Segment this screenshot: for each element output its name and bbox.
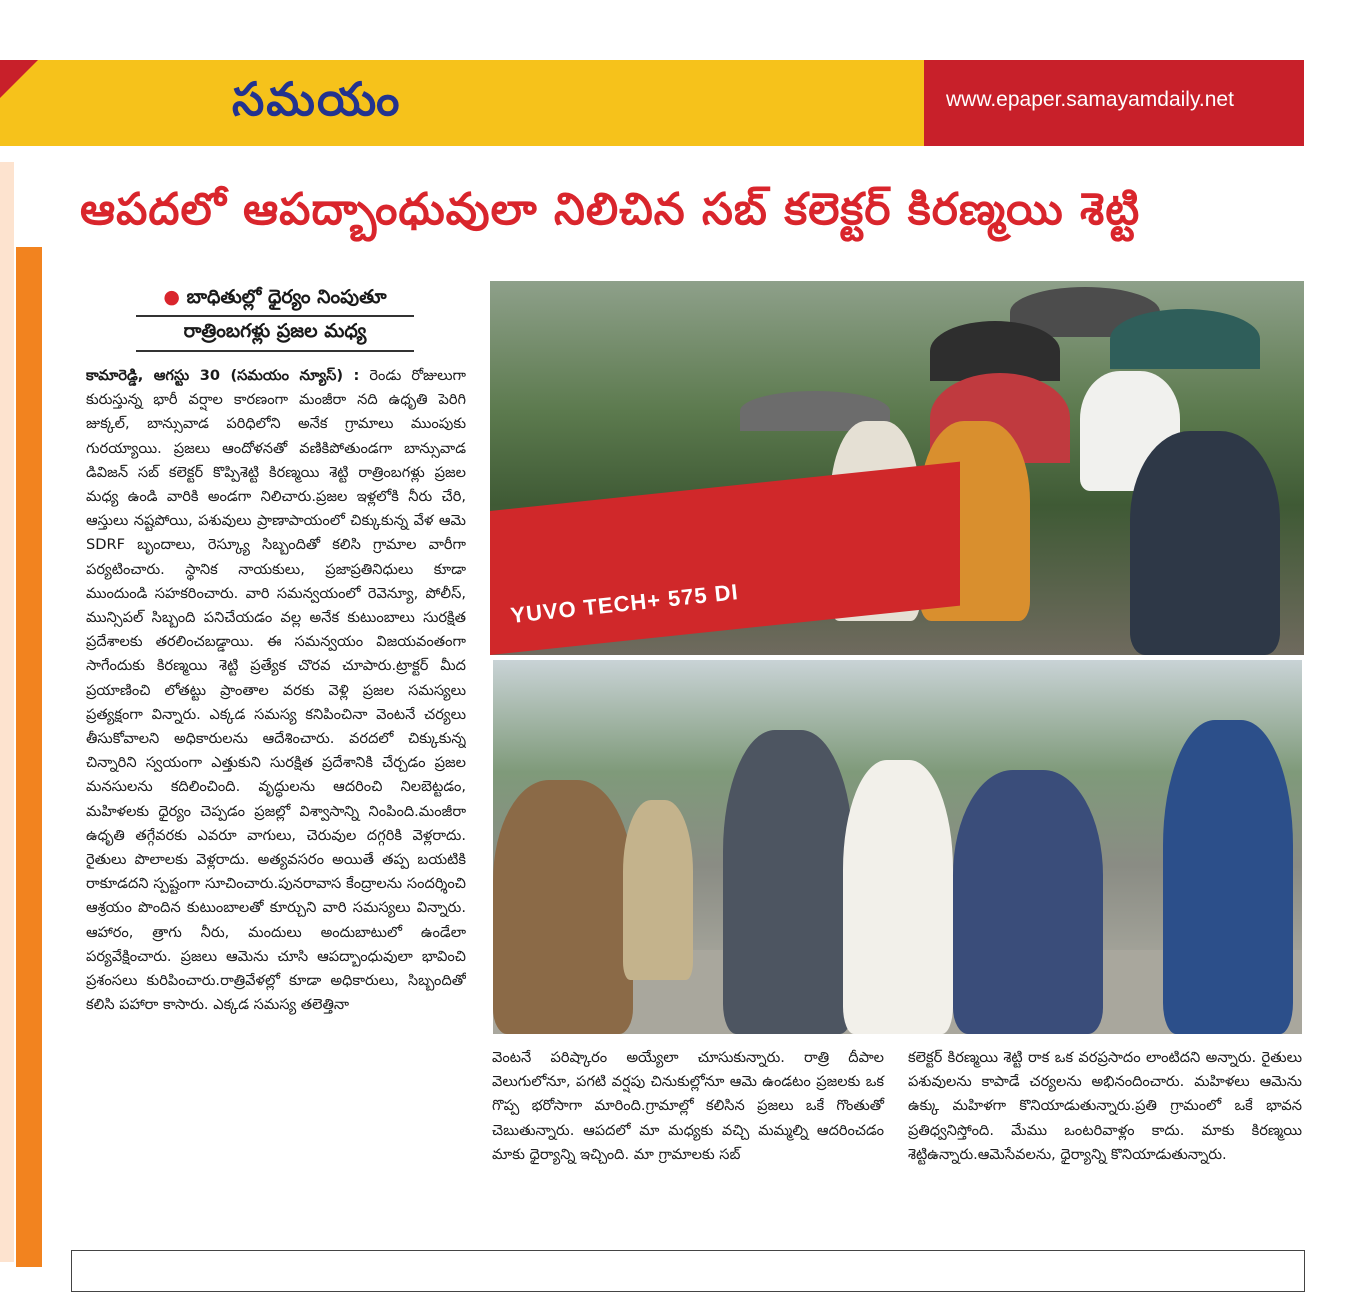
article-column-3: కలెక్టర్ కిరణ్మయి శెట్టి రాక ఒక వరప్రసాదం లాంటిదని అన్నారు. రైతులు పశువులను కాపాడే చర్యలను అభినందించారు. మహిళలు ఆమెను ఉక్కు మహిళగా కొనియాడుతున్నారు.ప్రతి గ్రామంలో ఒకే భావన ప్రతిధ్వనిస్తోంది. మేము ఒంటరివాళ్లం కాదు. మాకు కిరణ్మయి శెట్టిఉన్నారు.ఆమెసేవలను, ధైర్యాన్ని కొనియాడుతున్నారు. [908, 1049, 1302, 1163]
subheading-2: రాత్రింబగళ్లు ప్రజల మధ్య [183, 320, 367, 342]
bullet-icon: ● [163, 286, 181, 308]
umbrella-shape [1110, 309, 1260, 369]
subheading-divider [136, 315, 414, 317]
epaper-url[interactable]: www.epaper.samayamdaily.net [946, 88, 1234, 111]
article-column-1 [86, 364, 466, 1230]
article-dateline: కామారెడ్డి, ఆగస్టు 30 (సమయం న్యూస్) : [86, 367, 360, 384]
photo-tractor-visit [490, 281, 1304, 655]
newspaper-logo: సమయం [232, 72, 402, 126]
subheading-1-text: బాధితుల్లో ధైర్యం నింపుతూ [186, 286, 387, 308]
left-margin-strip-light [0, 162, 14, 1262]
article-column-1-text: రెండు రోజులుగా కురుస్తున్న భారీ వర్షాల కారణంగా మంజీరా నది ఉధృతి పెరిగి జుక్కల్, బాన్సువాడ పరిధిలోని అనేక గ్రామాలు ముంపుకు గురయ్యాయి. ప్రజలు ఆందోళనతో వణికిపోతుండగా బాన్సువాడ డివిజన్ సబ్ కలెక్టర్ కొప్పిశెట్టి కిరణ్మయి శెట్టి రాత్రింబగళ్లు ప్రజల మధ్య ఉండి వారికి అండగా నిలిచారు.ప్రజల ఇళ్లలోకి నీరు చేరి, ఆస్తులు నష్టపోయి, పశువులు ప్రాణాపాయంలో చిక్కుకున్న వేళ ఆమె SDRF బృందాలు, రెస్క్యూ సిబ్బందితో కలిసి గ్రామాల వారీగా పర్యటించారు. స్థానిక నాయకులు, ప్రజాప్రతినిధులు కూడా ముందుండి సహకరించారు. వారి సమన్వయంలో రెవెన్యూ, పోలీస్, మున్సిపల్ సిబ్బంది పనిచేయడం వల్ల అనేక కుటుంబాలు సురక్షిత ప్రదేశాలకు తరలించబడ్డాయి. ఈ సమన్వయం విజయవంతంగా సాగేందుకు కిరణ్మయి శెట్టి ప్రత్యేక చొరవ చూపారు.ట్రాక్టర్ మీద ప్రయాణించి లోతట్టు ప్రాంతాల వరకు వెళ్లి ప్రజల సమస్యలు ప్రత్యక్షంగా విన్నారు. ఎక్కడ సమస్య కనిపించినా వెంటనే చర్యలు తీసుకోవాలని అధికారులను ఆదేశించారు. వరదలో చిక్కుకున్న చిన్నారిని స్వయంగా ఎత్తుకుని సురక్షిత ప్రదేశానికి చేర్చడం ప్రజల మనసులను కదిలించింది. వృద్ధులను ఆదరించి నిలబెట్టడం, మహిళలకు ధైర్యం చెప్పడం ప్రజల్లో విశ్వాసాన్ని నింపింది.మంజీరా ఉధృతి తగ్గేవరకు ఎవరూ వాగులు, చెరువుల దగ్గరికి వెళ్లరాదు. రైతులు పొలాలకు వెళ్లరాదు. అత్యవసరం అయితే తప్ప బయటికి రాకూడదని స్పష్టంగా సూచించారు.పునరావాస కేంద్రాలను సందర్శించి ఆశ్రయం పొందిన కుటుంబాలతో కూర్చుని వారి సమస్యలు విన్నారు. ఆహారం, త్రాగు నీరు, మందులు అందుబాటులో ఉండేలా పర్యవేక్షించారు. ప్రజలు ఆమెను చూసి ఆపద్బాంధువులా భావించి ప్రశంసలు కురిపించారు.రాత్రివేళల్లో కూడా అధికారులు, సిబ్బందితో కలిసి పహారా కాసారు. ఎక్కడ సమస్య తలెత్తినా [86, 367, 466, 1014]
umbrella-shape [930, 321, 1060, 381]
subheading-1 [60, 286, 490, 313]
person-figure [493, 780, 633, 1034]
person-figure [1163, 720, 1293, 1034]
person-figure [723, 730, 853, 1034]
tractor-brand-text: YUVO TECH+ 575 DI [509, 579, 740, 628]
article-column-2: వెంటనే పరిష్కారం అయ్యేలా చూసుకున్నారు. రాత్రి దీపాల వెలుగులోనూ, పగటి వర్షపు చినుకుల్లోనూ ఆమె ఉండటం ప్రజలకు ఒక గొప్ప భరోసాగా మారింది.గ్రామాల్లో కలిసిన ప్రజలు ఒకే గొంతుతో చెబుతున్నారు. ఆపదలో మా మధ్యకు వచ్చి మమ్మల్ని ఆదరించడం మాకు ధైర్యాన్ని ఇచ్చింది. మా గ్రామాలకు సబ్ [492, 1049, 884, 1163]
person-figure [843, 760, 953, 1034]
masthead-yellow-band [0, 60, 924, 146]
person-figure [623, 800, 693, 980]
bottom-ad-box [71, 1250, 1305, 1292]
article-headline: ఆపదలో ఆపద్బాంధువులా నిలిచిన సబ్ కలెక్టర్ కిరణ్మయి శెట్టి [80, 184, 1141, 235]
tractor-body [490, 462, 960, 655]
masthead [0, 60, 1304, 146]
person-figure [953, 770, 1103, 1034]
masthead-corner-accent [0, 60, 38, 98]
subheading-divider [136, 350, 414, 352]
person-figure [1130, 431, 1280, 655]
photo-flood-rescue [493, 660, 1302, 1034]
left-margin-strip [16, 247, 42, 1267]
